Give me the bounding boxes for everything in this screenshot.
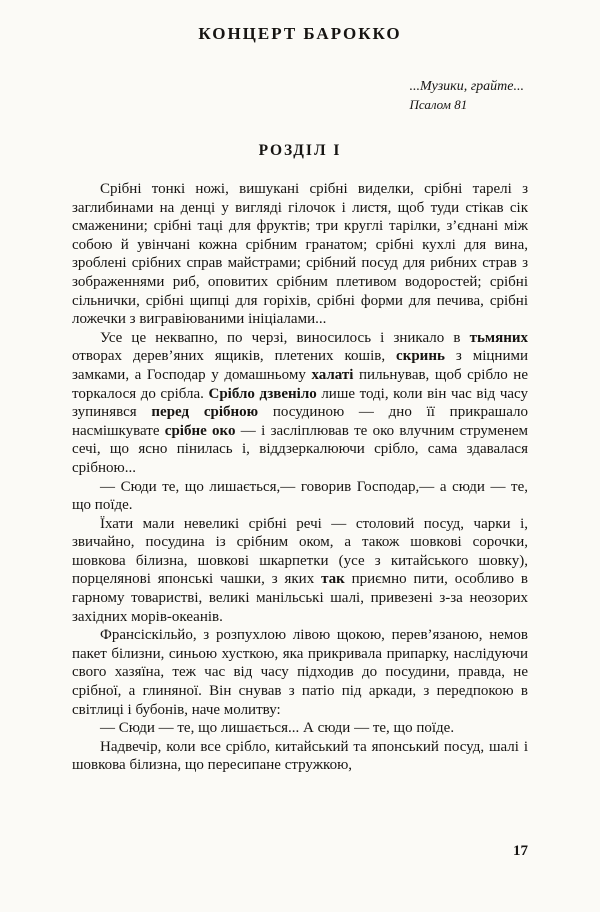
emphasized-text: тьмяних (469, 329, 528, 346)
page-title: КОНЦЕРТ БАРОККО (198, 24, 402, 43)
body-text-segment: Усе це неквапно, по черзі, виносилось і зникало в (100, 329, 470, 346)
paragraph (72, 626, 528, 719)
chapter-heading: РОЗДІЛ І (258, 142, 342, 159)
paragraph (72, 515, 528, 627)
body-text-segment: приємно пити, особливо в гарному товаристві, великі манільські шалі, привезені з-за неозорих західних морів-океанів. (72, 571, 528, 625)
body-text-segment: — і засліплював те око влучним струменем сечі, що ясно пінилась і, віддзеркалюючи срібло, сама здавалася срібною... (72, 422, 529, 476)
body-text-segment: Надвечір, коли все срібло, китайський та японський посуд, шалі і шовкова білизна, що пересипане стружкою, (72, 738, 528, 774)
body-text-segment: отворах дерев’яних ящиків, плетених кошів, (72, 348, 397, 365)
body-text-segment: Їхати мали невеликі срібні речі — столовий посуд, чарки і, звичайно, посудина із срібним оком, а також шовкові сорочки, шовкова білизна, шовкові шкарпетки (усе з китайського шовку), порцелянові японські чашки, з яких (72, 515, 528, 588)
paragraph (72, 478, 528, 515)
emphasized-text: так (321, 571, 345, 588)
body-text (72, 180, 528, 775)
body-text-segment: пильнував, щоб срібло не торкалося до срібла. (72, 366, 528, 402)
emphasized-text: халаті (311, 366, 354, 383)
body-text-segment: з міцними замками, а Господар у домашньому (72, 348, 528, 383)
body-text-segment: посудиною — дно її прикрашало насмішкувате (72, 404, 528, 439)
epigraph (72, 78, 524, 114)
body-text-segment: Срібні тонкі ножі, вишукані срібні виделки, срібні тарелі з заглибинами на денці у вигляді гілочок і листя, щоб туди стікав сік смаженини; срібні таці для фруктів; три круглі тарілки, з’єднані між собою й увінчані кожна срібним гранатом; срібні кухлі для вина, зроблені срібних справ майстрами; срібний посуд для рибних страв з зображеннями риб, оповитих срібним плетивом водоростей; срібні сільнички, срібні щипці для горіхів, срібні форми для печива, срібні ложечки з вигравіюваними ініціалами... (72, 181, 528, 328)
body-text-segment: — Сюди — те, що лишається... А сюди — те, що поїде. (100, 720, 455, 737)
emphasized-text: скринь (396, 348, 445, 365)
paragraph (72, 738, 528, 775)
epigraph-quote: ...Музики, грайте... (409, 79, 524, 94)
paragraph (72, 180, 528, 329)
paragraph (72, 329, 528, 478)
emphasized-text: перед срібною (151, 404, 259, 421)
body-text-segment: лише тоді, коли він час від часу зупинявся (72, 385, 529, 421)
page-number: 17 (513, 843, 528, 859)
epigraph-source: Псалом 81 (409, 97, 468, 112)
body-text-segment: Франсіскільйо, з розпухлою лівою щокою, перев’язаною, немов пакет білизни, синьою хусткою, яка прикривала припарку, наслідуючи свого хазяїна, теж час від часу підходив до посудини, правда, не срібної, а глиняної. Він снував з патіо під аркади, з передпокою в світлиці і бубонів, наче молитву: (72, 627, 528, 718)
emphasized-text: Срібло дзвеніло (208, 385, 317, 402)
paragraph (72, 719, 528, 738)
emphasized-text: срібне око (164, 422, 236, 439)
body-text-segment: — Сюди те, що лишається,— говорив Господар,— а сюди — те, що поїде. (72, 478, 528, 514)
